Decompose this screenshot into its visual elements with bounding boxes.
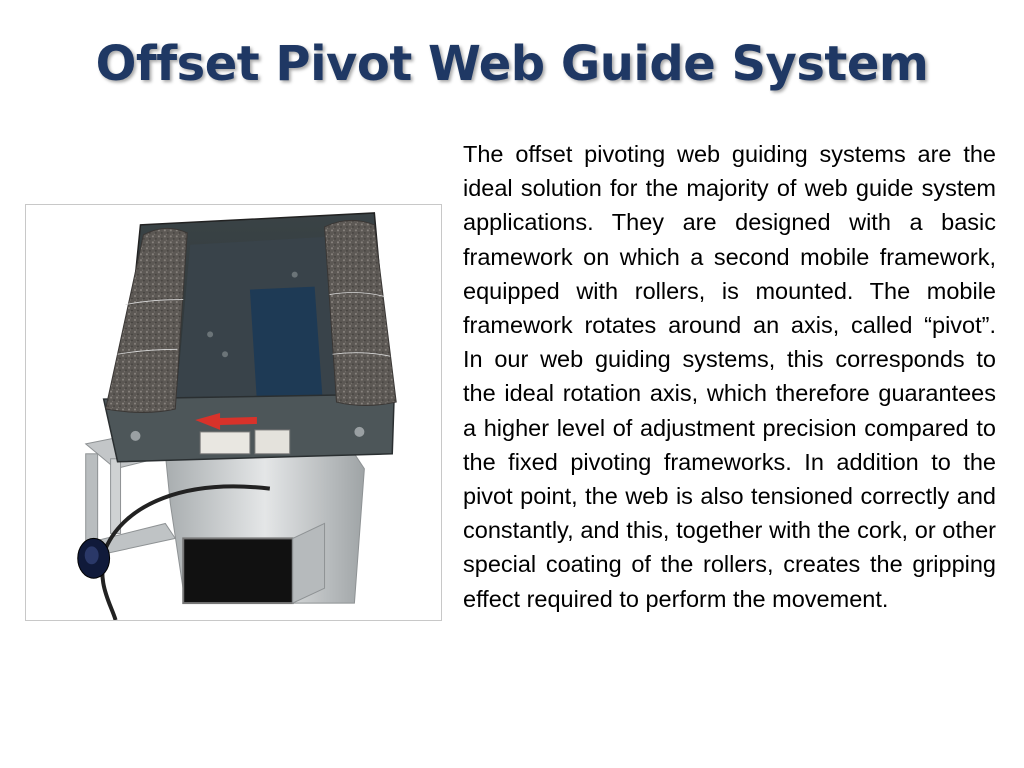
nameplate bbox=[255, 430, 290, 454]
description-text bbox=[463, 137, 996, 616]
connector-knob bbox=[78, 538, 110, 578]
description-paragraph-1: The offset pivoting web guiding systems are the ideal solution for the majority of web guide system applications. They are designed with a basic framework on which a second mobile framework, equipped with rollers, is mounted. The mobile framework rotates around an axis, called “pivot”. bbox=[463, 141, 996, 339]
product-photo bbox=[25, 204, 442, 621]
web-guide-illustration bbox=[26, 205, 441, 620]
right-roller bbox=[325, 220, 397, 405]
base-framework bbox=[165, 454, 364, 603]
warning-label bbox=[200, 432, 250, 454]
slide-title: Offset Pivot Web Guide System bbox=[95, 36, 929, 92]
left-roller bbox=[106, 228, 188, 412]
description-paragraph-2: In our web guiding systems, this corresponds to the ideal rotation axis, which therefore guarantees a higher level of adjustment precision compared to the fixed pivoting frameworks. In addition to the pivot point, the web is also tensioned correctly and constantly, and this, together with the cork, or other special coating of the rollers, creates the gripping effect required to perform the movement. bbox=[463, 346, 996, 612]
